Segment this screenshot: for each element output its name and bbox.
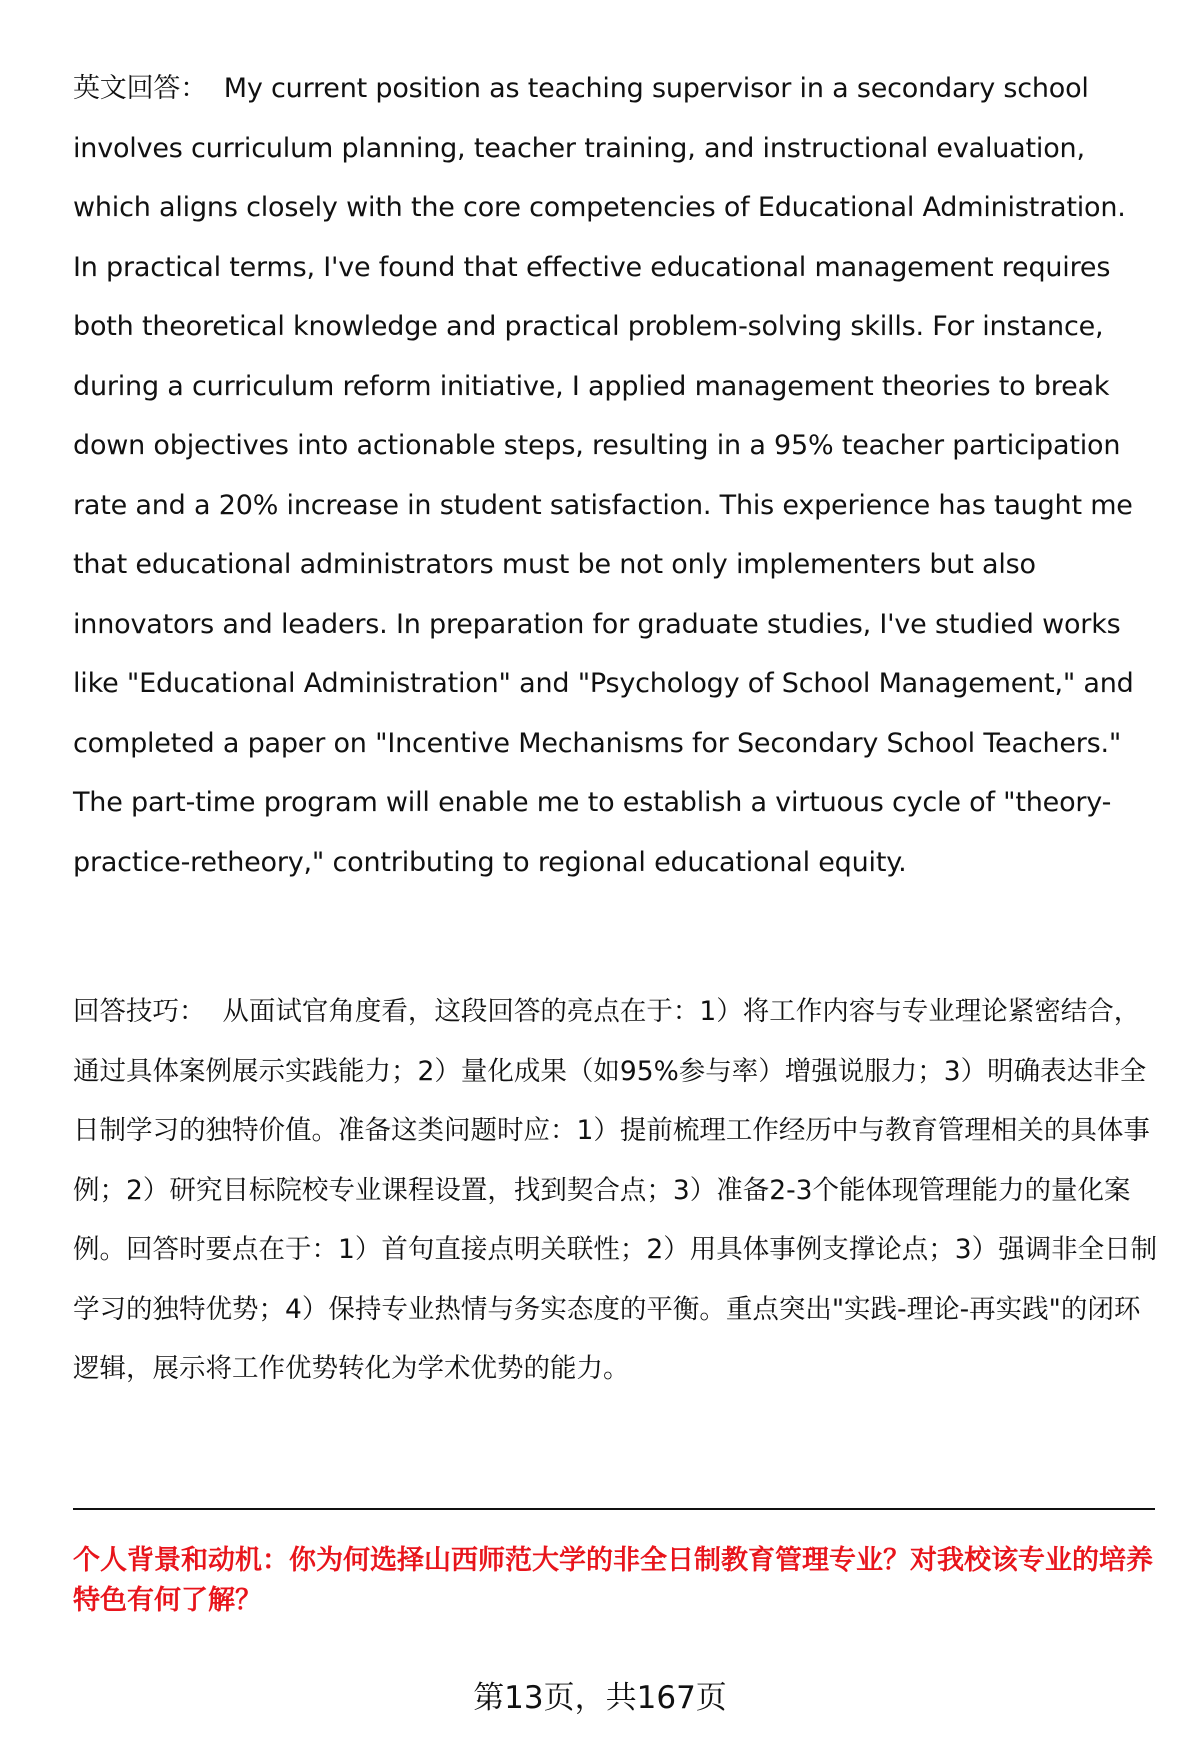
page-number: 第13页，共167页 — [473, 1680, 727, 1716]
divider — [73, 1508, 1155, 1510]
english-answer-text: My current position as teaching supervisor in a secondary school involves curriculum planning, teacher training, and instructional evaluation, which aligns closely with the core competencies of Educational Administration. In practical terms, I've found that effective educational management requires both theoretical knowledge and practical problem-solving skills. For instance, during a curriculum reform initiative, I applied management theories to break down objectives into actionable steps, resulting in a 95% teacher participation rate and a 20% increase in student satisfaction. This experience has taught me that educational administrators must be not only implementers but also innovators and leaders. In preparation for graduate studies, I've studied works like "Educational Administration" and "Psychology of School Management," and completed a paper on "Incentive Mechanisms for Secondary School Teachers." The part-time program will enable me to establish a virtuous cycle of "theory-practice-retheory," contributing to regional educational equity. — [73, 73, 1134, 878]
next-question-heading: 个人背景和动机：你为何选择山西师范大学的非全日制教育管理专业？对我校该专业的培养特色有何了解？ — [73, 1545, 1153, 1616]
english-answer — [73, 59, 1158, 892]
answer-tips-text: 从面试官角度看，这段回答的亮点在于：1）将工作内容与专业理论紧密结合，通过具体案例展示实践能力；2）量化成果（如95%参与率）增强说服力；3）明确表达非全日制学习的独特价值。准备这类问题时应：1）提前梳理工作经历中与教育管理相关的具体事例；2）研究目标院校专业课程设置，找到契合点；3）准备2-3个能体现管理能力的量化案例。回答时要点在于：1）首句直接点明关联性；2）用具体事例支撑论点；3）强调非全日制学习的独特优势；4）保持专业热情与务实态度的平衡。重点突出"实践-理论-再实践"的闭环逻辑，展示将工作优势转化为学术优势的能力。 — [73, 996, 1158, 1384]
answer-tips-label: 回答技巧： — [73, 996, 206, 1027]
english-answer-label: 英文回答： — [73, 73, 207, 104]
answer-tips — [73, 982, 1158, 1399]
